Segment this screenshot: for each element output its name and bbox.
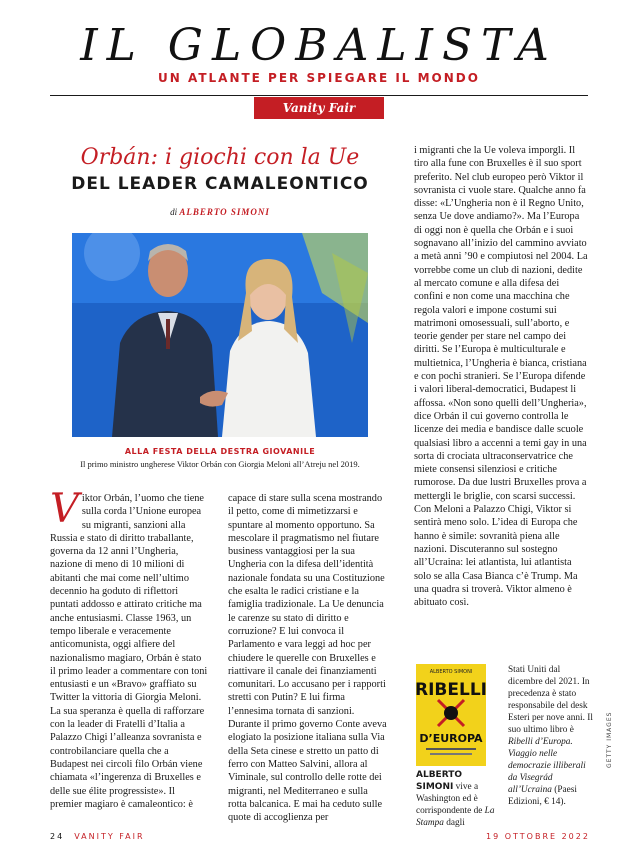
author-note [416,769,500,829]
footer-left [50,832,145,841]
photo-caption-text: Il primo ministro ungherese Viktor Orbán con Giorgia Meloni all’Atreju nel 2019. [80,459,360,469]
side-note-text-a: Stati Uniti dal dicembre del 2021. In precedenza è stato responsabile del desk Esteri per nove anni. Il suo ultimo libro è [508,665,593,735]
side-note-text-b: (Paesi Edizioni, € 14). [508,785,577,807]
column-2-text: capace di stare sulla scena mostrando il petto, come di mimetizzarsi e spuntare al momento opportuno. Sa mescolare il pragmatismo nel fiutare business vantaggiosi per la sua Ungheria con la difesa dell’identità nazionale fondata su una Costituzione che esalta le radici cristiane e la famiglia tradizionale. La Ue denuncia le carenze su stato di diritto e corruzione? E lui convoca il Parlamento e vara leggi ad hoc per chiudere le querelle con Bruxelles e riattivare il canale dei finanziamenti comunitari. Lo accusano per i rapporti stretti con Putin? E lui firma l’ennesima tornata di sanzioni. Durante il primo governo Conte aveva elogiato la posizione italiana sulla Via della Seta cinese e stretto un patto di ferro con Matteo Salvini, allora al Viminale, sul controllo delle rotte dei migranti, nel Mediterraneo e sulla rotta balcanica. E mai ha ceduto sulle quote di accoglienza per [228,493,387,824]
page-number: 24 [50,832,65,841]
author-note-name: ALBERTO SIMONI [416,770,463,792]
masthead-rule [50,95,588,96]
book-cover-art [416,664,486,766]
author-note-text-b: dagli [443,818,465,828]
headline-italic: Orbán: i giochi con la Ue [80,145,360,170]
byline [50,207,390,217]
column-3-text: i migranti che la Ue voleva imporgli. Il tiro alla fune con Bruxelles è il suo sport preferito. Nel club europeo però Viktor il sovranista ci vuole stare. Qualche anno fa disse: «L’Ungheria non è il Regno Unito, senza Ue dove andiamo?». Ma l’Europa di oggi non è quella che Orbán e i suoi sognavano all’inizio del cammino avviato a metà anni ’90 e compiutosi nel 2004. La vorrebbe come un club di nazioni, dedite al mercato comune e alla difesa dei confini e non come una macchina che regola valori e impone costumi sui matrimoni omosessuali, sull’aborto, e teorie gender per stare nel campo dei diritti. Se l’Europa è multiculturale e multietnica, l’Ungheria è bianca, cristiana e con pochi stranieri. Se l’Europa difende i valori liberal-democratici, Budapest li affossa. «Non sono quelli dell’Ungheria», dice Orbán il cui governo controlla le licenze dei media e bandisce dalle scuole qualsiasi libro a accenni a temi gay in una sorta di crociata ultraconservatrice che miete consensi silenziosi e critiche rumorose. Da due lustri Bruxelles prova a mettergli le briglie, con scarsi successi. Con Meloni a Palazzo Chigi, Viktor si sentirà meno solo. L’idea di Europa che hanno è simile: sovranità piena alle nazioni. Discuteranno sul sostegno all’Ucraina: lei atlantista, lui atlantista solo se alla Casa Bianca c’è Trump. Ma una quadra si troverà. Viktor almeno è abituato così. [414,145,588,609]
drop-cap: V [50,486,79,532]
book-cover [416,664,486,766]
footer-magazine: VANITY FAIR [74,832,145,841]
article-column-3 [414,144,588,609]
article-column-1 [50,486,208,811]
photo-illustration [72,233,368,437]
masthead-title: IL GLOBALISTA [80,20,558,71]
column-1-text: iktor Orbán, l’uomo che tiene sulla corda l’Unione europea su migranti, sanzioni alla Russia e stato di diritto traballante, governa da 12 anni l’Ungheria, nazione di meno di 10 milioni di abitanti che mai come nell’ultimo decennio ha goduto di riflettori puntati addosso e attirato critiche ma anche entusiasmi. Classe 1963, un tempo liberale e veracemente anticomunista, oggi alfiere del nazionalismo magiaro, Orbán è stato il primo leader a commentare con toni entusiasti e un «Bravo» graffiato su Twitter la vittoria di Giorgia Meloni. La sua speranza è quella di rafforzare con la leader di Fratelli d’Italia a Palazzo Chigi l’alleanza sovranista e controbilanciare quella che a Budapest nei circoli filo Orbán viene chiamata «l’ingerenza di Bruxelles e delle sue élite progressiste». Il premier magiaro è camaleontico: è [50,493,208,810]
book-title-line2: D’EUROPA [419,732,483,745]
brand-label: Vanity Fair [254,97,384,119]
photo-credit: GETTY IMAGES [606,711,613,768]
article-photo [72,233,368,437]
masthead-tagline: UN ATLANTE PER SPIEGARE IL MONDO [158,71,480,85]
headline-bold: DEL LEADER CAMALEONTICO [71,174,369,194]
author-note-paper: La Stampa [416,806,495,828]
book-author: ALBERTO SIMONI [429,669,473,675]
book-title-line1: RIBELLI [416,680,486,700]
byline-author: ALBERTO SIMONI [179,207,270,217]
author-note-continued [508,664,594,808]
side-note-book: Ribelli d’Europa. Viaggio nelle democrazie illiberali da Visegrád all’Ucraina [508,737,586,795]
article-column-2 [228,492,388,824]
footer-date: 19 OTTOBRE 2022 [486,832,590,841]
byline-prefix: di [170,207,178,217]
photo-caption-title: ALLA FESTA DELLA DESTRA GIOVANILE [124,447,316,456]
author-note-text-a: vive a Washington ed è corrispondente de [416,782,485,816]
